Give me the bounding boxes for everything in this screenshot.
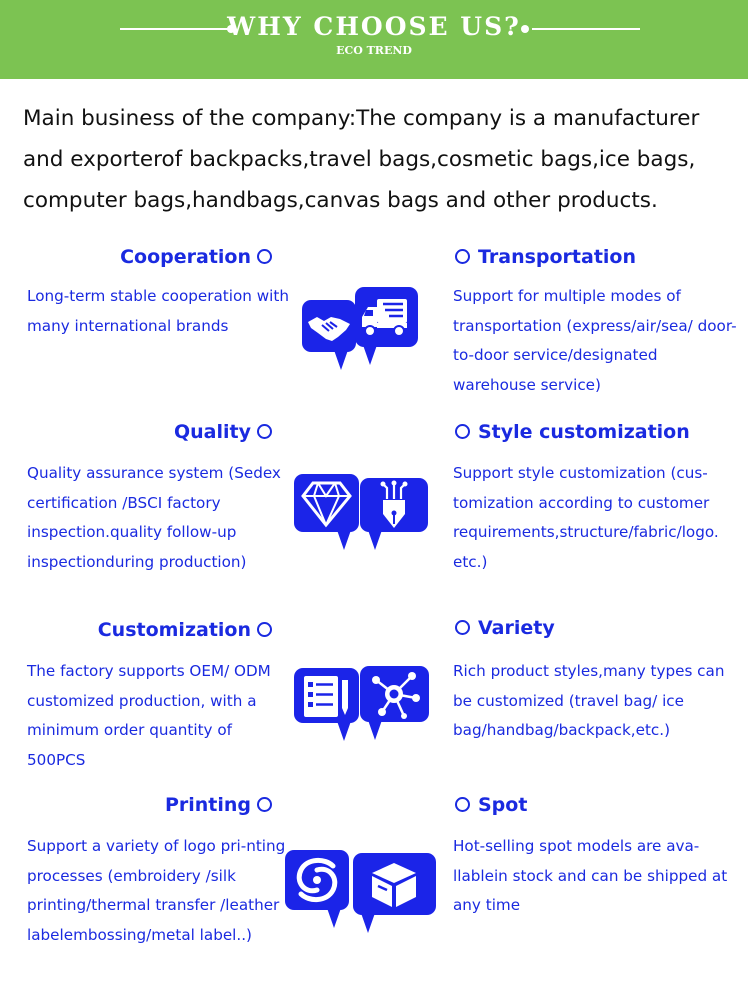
- customization-title: [98, 619, 272, 641]
- spot-title: [455, 794, 527, 816]
- pen-nib-icon: [360, 478, 428, 532]
- circle-icon: [257, 249, 272, 264]
- circle-icon: [455, 249, 470, 264]
- box-icon: [353, 853, 436, 915]
- intro-text: Main business of the company:The company is a manufacturer and exporterof backpacks,travel bags,cosmetic bags,ice bags, computer bags,handbags,canvas bags and other products.: [23, 106, 700, 213]
- variety-title: [455, 617, 555, 639]
- quality-title-text: Quality: [174, 421, 251, 443]
- circle-icon: [257, 797, 272, 812]
- spot-title-text: Spot: [478, 794, 528, 816]
- transportation-desc: Support for multiple modes of transportation (express/air/sea/ door-to-door service/designated warehouse service): [453, 287, 737, 394]
- cooperation-title: [120, 246, 272, 268]
- handshake-icon: [302, 300, 356, 352]
- variety-desc: Rich product styles,many types can be customized (travel bag/ ice bag/handbag/backpack,etc.): [453, 662, 725, 739]
- delivery-truck-icon: [355, 287, 418, 347]
- page-title: WHY CHOOSE US?: [227, 12, 521, 41]
- printing-title: [165, 794, 272, 816]
- diamond-icon: [294, 474, 359, 532]
- quality-desc: Quality assurance system (Sedex certification /BSCI factory inspection.quality follow-up inspectionduring production): [27, 464, 281, 571]
- page-subtitle: ECO TREND: [336, 44, 412, 57]
- circle-icon: [257, 622, 272, 637]
- circle-icon: [455, 424, 470, 439]
- style-customization-title-text: Style customization: [478, 421, 690, 443]
- quality-title: [174, 421, 272, 443]
- style-customization-desc: Support style customization (cus-tomization according to customer requirements,structure/fabric/logo. etc.): [453, 464, 719, 571]
- transportation-title: [455, 246, 636, 268]
- network-nodes-icon: [360, 666, 429, 722]
- checklist-icon: [294, 668, 359, 723]
- circle-icon: [257, 424, 272, 439]
- cooperation-desc: Long-term stable cooperation with many international brands: [27, 287, 289, 335]
- printing-title-text: Printing: [164, 794, 251, 816]
- variety-title-text: Variety: [478, 617, 555, 639]
- circle-icon: [455, 620, 470, 635]
- swirl-icon: [285, 850, 349, 910]
- customization-desc: The factory supports OEM/ ODM customized production, with a minimum order quantity of 500PCS: [27, 662, 271, 769]
- customization-title-text: Customization: [97, 619, 251, 641]
- cooperation-title-text: Cooperation: [120, 246, 251, 268]
- spot-desc: Hot-selling spot models are ava-llablein stock and can be shipped at any time: [453, 837, 728, 914]
- printing-desc: Support a variety of logo pri-nting processes (embroidery /silk printing/thermal transfer /leather labelembossing/metal label..): [27, 837, 286, 944]
- decor-dot-right: [521, 25, 529, 33]
- decor-line-right: [532, 28, 640, 30]
- header-banner: [0, 0, 748, 79]
- transportation-title-text: Transportation: [478, 246, 637, 268]
- style-customization-title: [455, 421, 690, 443]
- circle-icon: [455, 797, 470, 812]
